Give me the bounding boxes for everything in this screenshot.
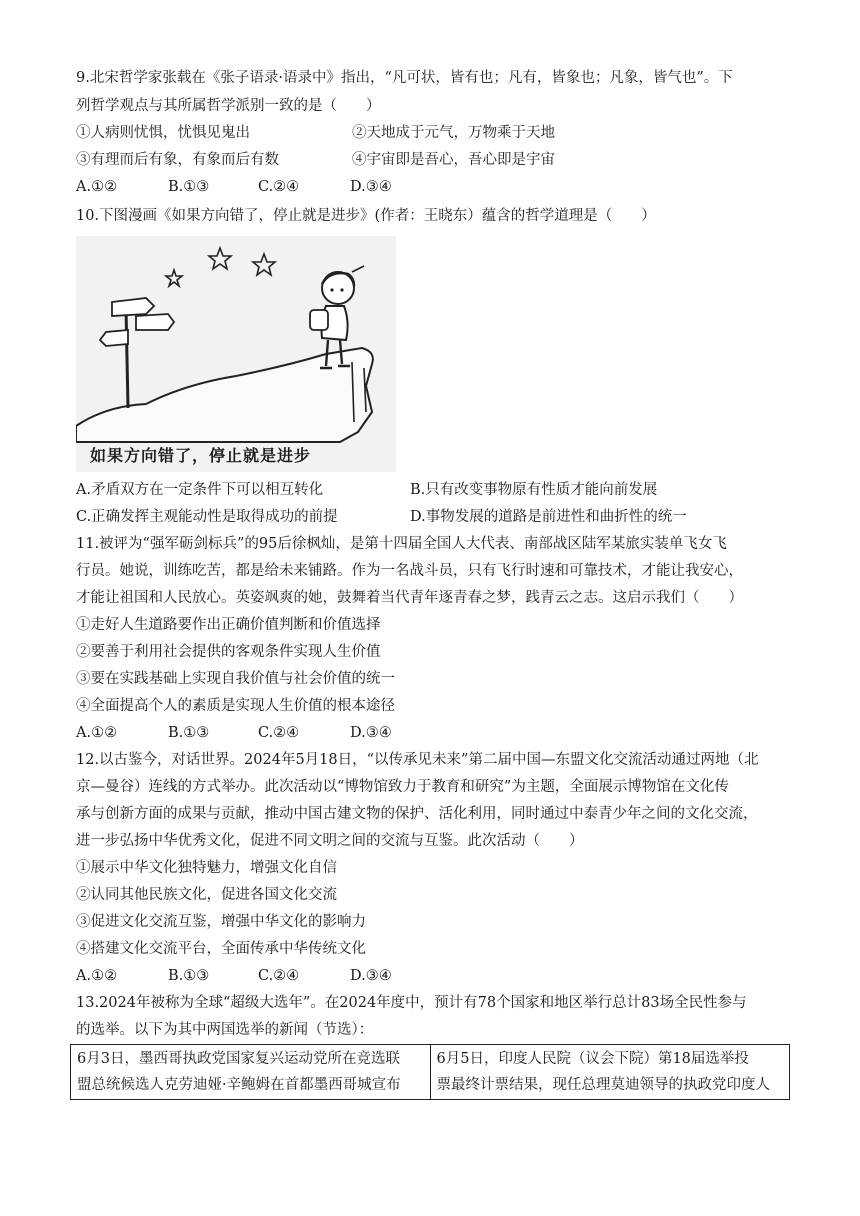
q12-stem-line1: 12.以古鉴今，对话世界。2024年5月18日，“以传承见未来”第二届中国—东盟文化交流活动通过两地（北 xyxy=(76,752,759,768)
comic-drawing xyxy=(76,236,396,472)
india-news-cell xyxy=(430,1045,790,1100)
q10-option-c: C.正确发挥主观能动性是取得成功的前提 xyxy=(76,509,338,525)
q11-item-2: ②要善于利用社会提供的客观条件实现人生价值 xyxy=(76,644,381,660)
q12-stem-line4: 进一步弘扬中华优秀文化，促进不同文明之间的交流与互鉴。此次活动（ ） xyxy=(76,833,584,849)
q11-option-a: A.①② xyxy=(76,725,118,741)
q12-option-d: D.③④ xyxy=(350,968,392,984)
q11-option-d: D.③④ xyxy=(350,725,392,741)
q9-stem-line1: 9.北宋哲学家张载在《张子语录·语录中》指出，“凡可状，皆有也；凡有，皆象也；凡象，皆气也”。下 xyxy=(76,70,733,86)
q10-option-a: A.矛盾双方在一定条件下可以相互转化 xyxy=(76,482,324,498)
q9-item-2: ②天地成于元气，万物乘于天地 xyxy=(352,125,555,141)
q10-option-b: B.只有改变事物原有性质才能向前发展 xyxy=(410,482,658,498)
election-news-table xyxy=(70,1044,790,1100)
q12-option-a: A.①② xyxy=(76,968,118,984)
q11-stem-line2: 行员。她说，训练吃苦，都是给未来铺路。作为一名战斗员，只有飞行时速和可靠技术，才能让我安心， xyxy=(76,563,743,579)
q9-item-4: ④宇宙即是吾心，吾心即是宇宙 xyxy=(352,152,555,168)
q9-option-c: C.②④ xyxy=(258,179,300,195)
india-news-line2: 票最终计票结果，现任总理莫迪领导的执政党印度人 xyxy=(436,1077,770,1093)
q12-stem-line3: 承与创新方面的成果与贡献，推动中国古建文物的保护、活化利用，同时通过中泰青少年之间的文化交流， xyxy=(76,806,758,822)
mexico-news-cell xyxy=(71,1045,431,1100)
q9-option-a: A.①② xyxy=(76,179,118,195)
q11-item-4: ④全面提高个人的素质是实现人生价值的根本途径 xyxy=(76,698,395,714)
q12-option-b: B.①③ xyxy=(168,968,210,984)
q12-item-3: ③促进文化交流互鉴，增强中华文化的影响力 xyxy=(76,914,366,930)
india-news-line1: 6月5日，印度人民院（议会下院）第18届选举投 xyxy=(436,1051,749,1067)
q12-option-c: C.②④ xyxy=(258,968,300,984)
q9-stem-line2: 列哲学观点与其所属哲学派别一致的是（ ） xyxy=(76,98,381,114)
q9-option-b: B.①③ xyxy=(168,179,210,195)
q11-option-b: B.①③ xyxy=(168,725,210,741)
q11-stem-line3: 才能让祖国和人民放心。英姿飒爽的她，鼓舞着当代青年逐青春之梦，践青云之志。这启示我们（ ） xyxy=(76,590,743,606)
q11-item-1: ①走好人生道路要作出正确价值判断和价值选择 xyxy=(76,617,381,633)
table-row xyxy=(71,1045,790,1100)
q11-option-c: C.②④ xyxy=(258,725,300,741)
q9-item-1: ①人病则忧惧，忧惧见鬼出 xyxy=(76,125,250,141)
mexico-news-line2: 盟总统候选人克劳迪娅·辛鲍姆在首都墨西哥城宣布 xyxy=(77,1077,401,1093)
comic-caption: 如果方向错了，停止就是进步 xyxy=(90,446,312,465)
q12-item-4: ④搭建文化交流平台，全面传承中华传统文化 xyxy=(76,941,366,957)
q12-stem-line2: 京—曼谷）连线的方式举办。此次活动以“博物馆致力于教育和研究”为主题，全面展示博物馆在文化传 xyxy=(76,779,729,795)
q10-option-d: D.事物发展的道路是前进性和曲折性的统一 xyxy=(410,509,687,525)
q11-item-3: ③要在实践基础上实现自我价值与社会价值的统一 xyxy=(76,671,395,687)
q9-option-d: D.③④ xyxy=(350,179,392,195)
q10-stem: 10.下图漫画《如果方向错了，停止就是进步》(作者：王晓东）蕴含的哲学道理是（ ） xyxy=(76,208,656,224)
comic-illustration xyxy=(76,236,396,472)
q13-stem-line1: 13.2024年被称为全球“超级大选年”。在2024年度中，预计有78个国家和地区举行总计83场全民性参与 xyxy=(76,995,747,1011)
q9-item-3: ③有理而后有象，有象而后有数 xyxy=(76,152,279,168)
mexico-news-line1: 6月3日，墨西哥执政党国家复兴运动党所在竞选联 xyxy=(77,1051,400,1067)
q11-stem-line1: 11.被评为“强军砺剑标兵”的95后徐枫灿，是第十四届全国人大代表、南部战区陆军某旅实装单飞女飞 xyxy=(76,536,727,552)
q12-item-1: ①展示中华文化独特魅力，增强文化自信 xyxy=(76,860,337,876)
q13-stem-line2: 的选举。以下为其中两国选举的新闻（节选）： xyxy=(76,1022,374,1038)
q12-item-2: ②认同其他民族文化，促进各国文化交流 xyxy=(76,887,337,903)
